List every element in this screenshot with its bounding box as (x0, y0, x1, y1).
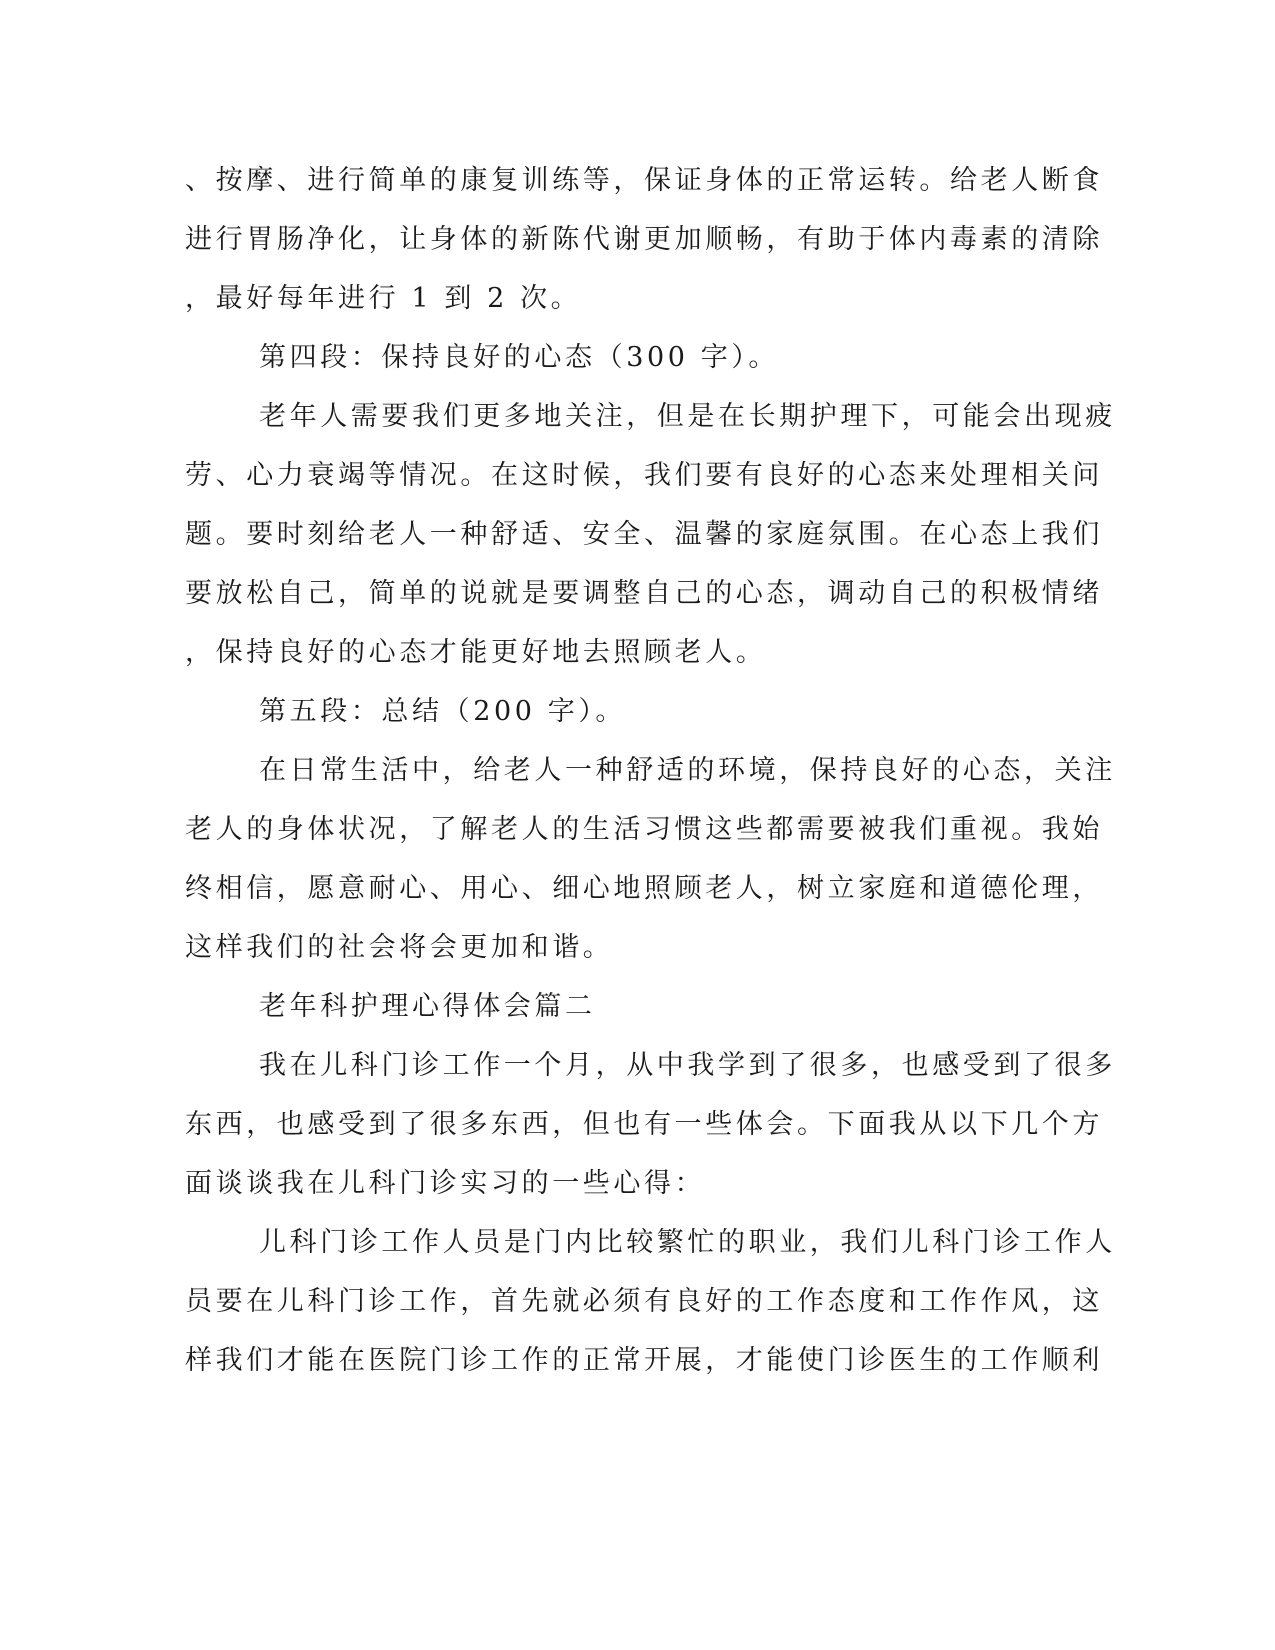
text-line: 老年人需要我们更多地关注，但是在长期护理下，可能会出现疲 (259, 401, 1116, 432)
section-heading: 第四段：保持良好的心态（300 字）。 (259, 342, 780, 373)
article-title: 老年科护理心得体会篇二 (259, 991, 596, 1022)
text-line: 样我们才能在医院门诊工作的正常开展，才能使门诊医生的工作顺利 (185, 1345, 1103, 1376)
text-line: 东西，也感受到了很多东西，但也有一些体会。下面我从以下几个方 (185, 1109, 1103, 1140)
text-line: ，保持良好的心态才能更好地去照顾老人。 (185, 637, 767, 668)
text-line: 这样我们的社会将会更加和谐。 (185, 932, 614, 963)
text-line: 进行胃肠净化，让身体的新陈代谢更加顺畅，有助于体内毒素的清除 (185, 224, 1103, 255)
text-line: 我在儿科门诊工作一个月，从中我学到了很多，也感受到了很多 (259, 1050, 1116, 1081)
text-line: 儿科门诊工作人员是门内比较繁忙的职业，我们儿科门诊工作人 (259, 1227, 1116, 1258)
text-line: 员要在儿科门诊工作，首先就必须有良好的工作态度和工作作风，这 (185, 1286, 1103, 1317)
text-line: 要放松自己，简单的说就是要调整自己的心态，调动自己的积极情绪 (185, 578, 1103, 609)
text-line: 终相信，愿意耐心、用心、细心地照顾老人，树立家庭和道德伦理， (185, 873, 1103, 904)
text-line: ，最好每年进行 1 到 2 次。 (185, 283, 582, 314)
text-line: 面谈谈我在儿科门诊实习的一些心得： (185, 1168, 706, 1199)
section-heading: 第五段：总结（200 字）。 (259, 696, 627, 727)
text-line: 、按摩、进行简单的康复训练等，保证身体的正常运转。给老人断食 (185, 165, 1103, 196)
text-line: 劳、心力衰竭等情况。在这时候，我们要有良好的心态来处理相关问 (185, 460, 1103, 491)
text-line: 老人的身体状况，了解老人的生活习惯这些都需要被我们重视。我始 (185, 814, 1103, 845)
text-line: 在日常生活中，给老人一种舒适的环境，保持良好的心态，关注 (259, 755, 1116, 786)
text-line: 题。要时刻给老人一种舒适、安全、温馨的家庭氛围。在心态上我们 (185, 519, 1103, 550)
